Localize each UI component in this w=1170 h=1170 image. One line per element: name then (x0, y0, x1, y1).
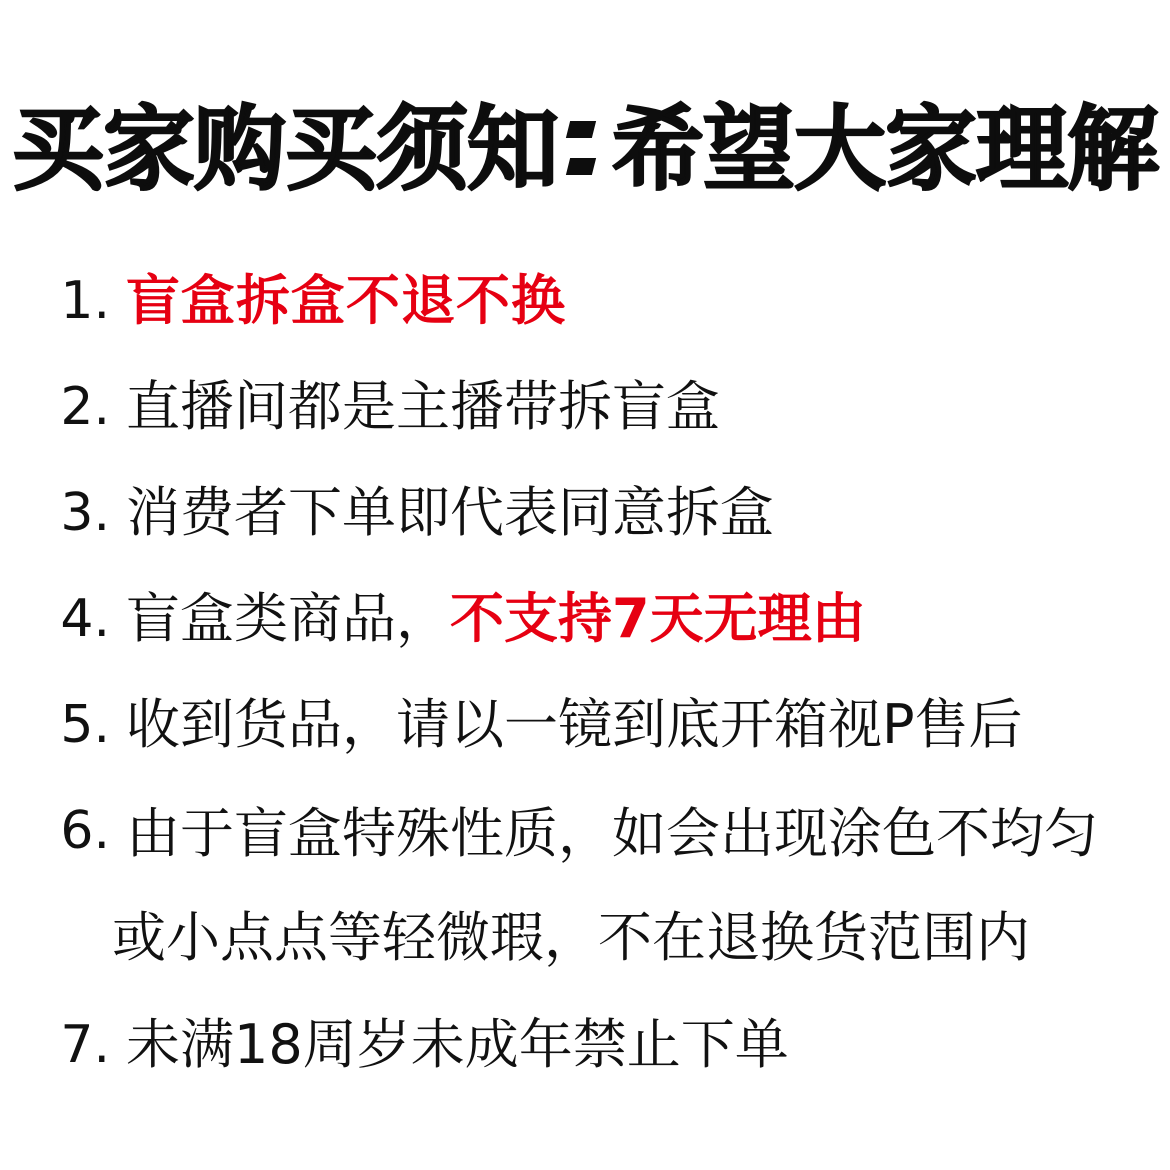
list-item-text: 消费者下单即代表同意拆盒 (126, 481, 774, 544)
list-item (48, 676, 1138, 774)
page-title-main: 买家购买须知 (11, 96, 558, 203)
list-item-number: 7. (60, 1015, 110, 1075)
list-item-text: 盲盒拆盒不退不换 (126, 269, 566, 332)
list-item-continuation: 或小点点等轻微瑕，不在退换货范围内 (112, 906, 1030, 969)
list-item-number: 4. (60, 589, 110, 649)
list-item-text: 未满18周岁未成年禁止下单 (126, 1013, 789, 1076)
list-item (48, 570, 1138, 668)
list-item-number: 6. (60, 801, 110, 861)
list-item-text: 直播间都是主播带拆盲盒 (126, 375, 720, 438)
list-item-number: 5. (60, 695, 110, 755)
list-item (48, 996, 1138, 1094)
list-item-number: 3. (60, 483, 110, 543)
list-item-text: 由于盲盒特殊性质，如会出现涂色不均匀 (126, 802, 1098, 865)
list-item (48, 464, 1138, 562)
list-item-text (126, 570, 1138, 668)
list-item-text-plain: 盲盒类商品， (126, 587, 450, 650)
list-item-text: 收到货品，请以一镜到底开箱视P售后 (126, 693, 1023, 756)
title-colon-icon (558, 121, 612, 175)
list-item-text-emphasis: 不支持7天无理由 (450, 587, 866, 650)
list-item-number: 2. (60, 377, 110, 437)
list-item (48, 782, 1138, 886)
notice-list (48, 252, 1138, 1102)
page-title-second: 希望大家理解 (612, 96, 1159, 203)
list-item-number: 1. (60, 271, 110, 331)
page-title (0, 96, 1170, 203)
list-item (48, 252, 1138, 350)
list-item (48, 358, 1138, 456)
